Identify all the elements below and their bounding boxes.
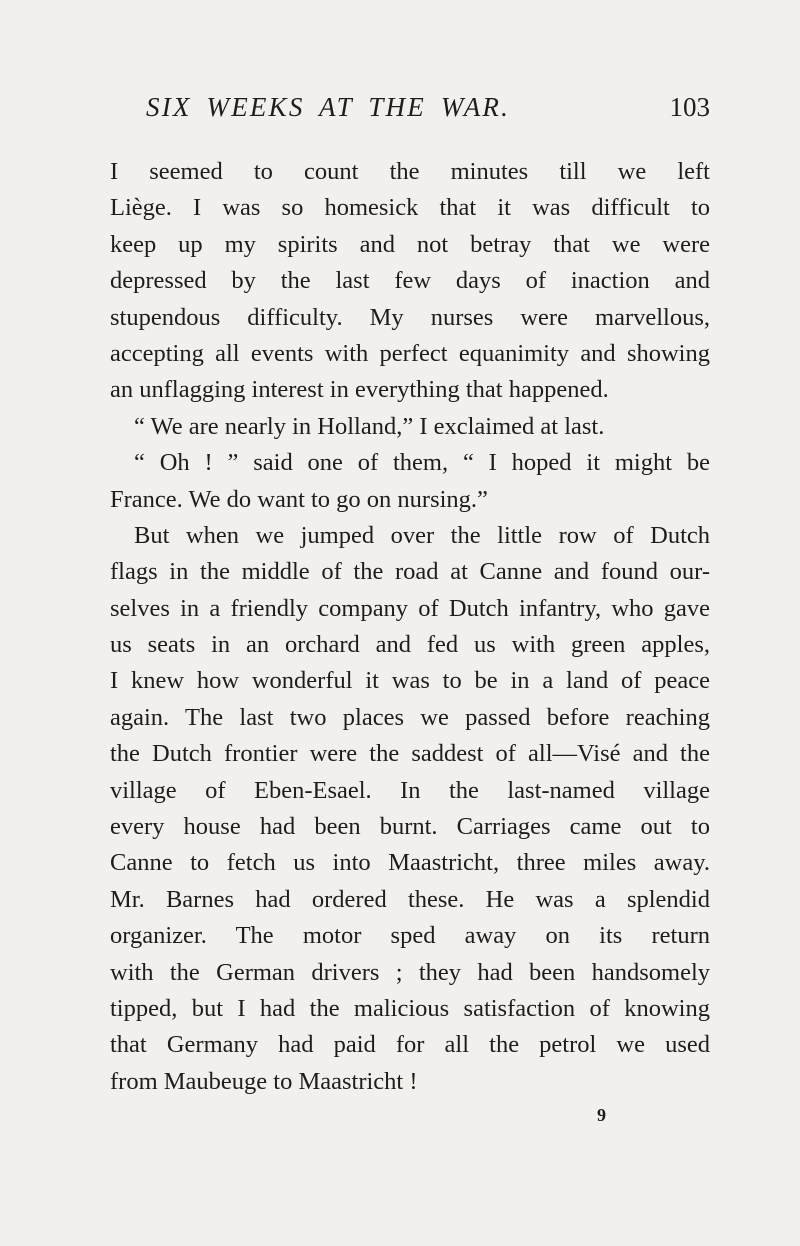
text-line: Mr. Barnes had ordered these. He was a splendid: [110, 885, 710, 913]
text-line: from Maubeuge to Maastricht !: [110, 1067, 418, 1095]
text-line: selves in a friendly company of Dutch infantry, who gave: [110, 594, 710, 622]
text-line: an unflagging interest in everything that happened.: [110, 376, 609, 404]
text-line: that Germany had paid for all the petrol we used: [110, 1031, 710, 1059]
text-line: But when we jumped over the little row of Dutch: [134, 521, 710, 549]
body-text: [110, 154, 710, 1100]
text-line: “ Oh ! ” said one of them, “ I hoped it might be: [134, 449, 710, 477]
text-line: Liège. I was so homesick that it was difficult to: [110, 194, 710, 222]
text-line: “ We are nearly in Holland,” I exclaimed at last.: [134, 412, 605, 440]
text-line: keep up my spirits and not betray that we were: [110, 230, 710, 258]
text-line: Canne to fetch us into Maastricht, three miles away.: [110, 849, 710, 877]
text-line: village of Eben-Esael. In the last-named village: [110, 776, 710, 804]
text-line: tipped, but I had the malicious satisfaction of knowing: [110, 994, 710, 1022]
text-line: I seemed to count the minutes till we left: [110, 158, 710, 185]
text-line: every house had been burnt. Carriages came out to: [110, 813, 710, 841]
text-line: us seats in an orchard and fed us with green apples,: [110, 631, 710, 659]
text-line: again. The last two places we passed before reaching: [110, 703, 710, 731]
text-line: stupendous difficulty. My nurses were marvellous,: [110, 303, 710, 331]
text-line: accepting all events with perfect equanimity and showing: [110, 339, 710, 367]
running-head: [110, 92, 710, 128]
text-line: organizer. The motor sped away on its return: [110, 922, 710, 950]
text-line: I knew how wonderful it was to be in a land of peace: [110, 667, 710, 695]
signature-mark: 9: [597, 1105, 606, 1125]
page-number: 103: [669, 92, 710, 122]
text-line: the Dutch frontier were the saddest of all—Visé and the: [110, 740, 710, 768]
text-line: with the German drivers ; they had been handsomely: [110, 958, 710, 986]
running-title: SIX WEEKS AT THE WAR.: [146, 92, 511, 122]
text-line: depressed by the last few days of inaction and: [110, 267, 710, 295]
text-line: France. We do want to go on nursing.”: [110, 485, 488, 513]
text-line: flags in the middle of the road at Canne and found our-: [110, 558, 710, 586]
